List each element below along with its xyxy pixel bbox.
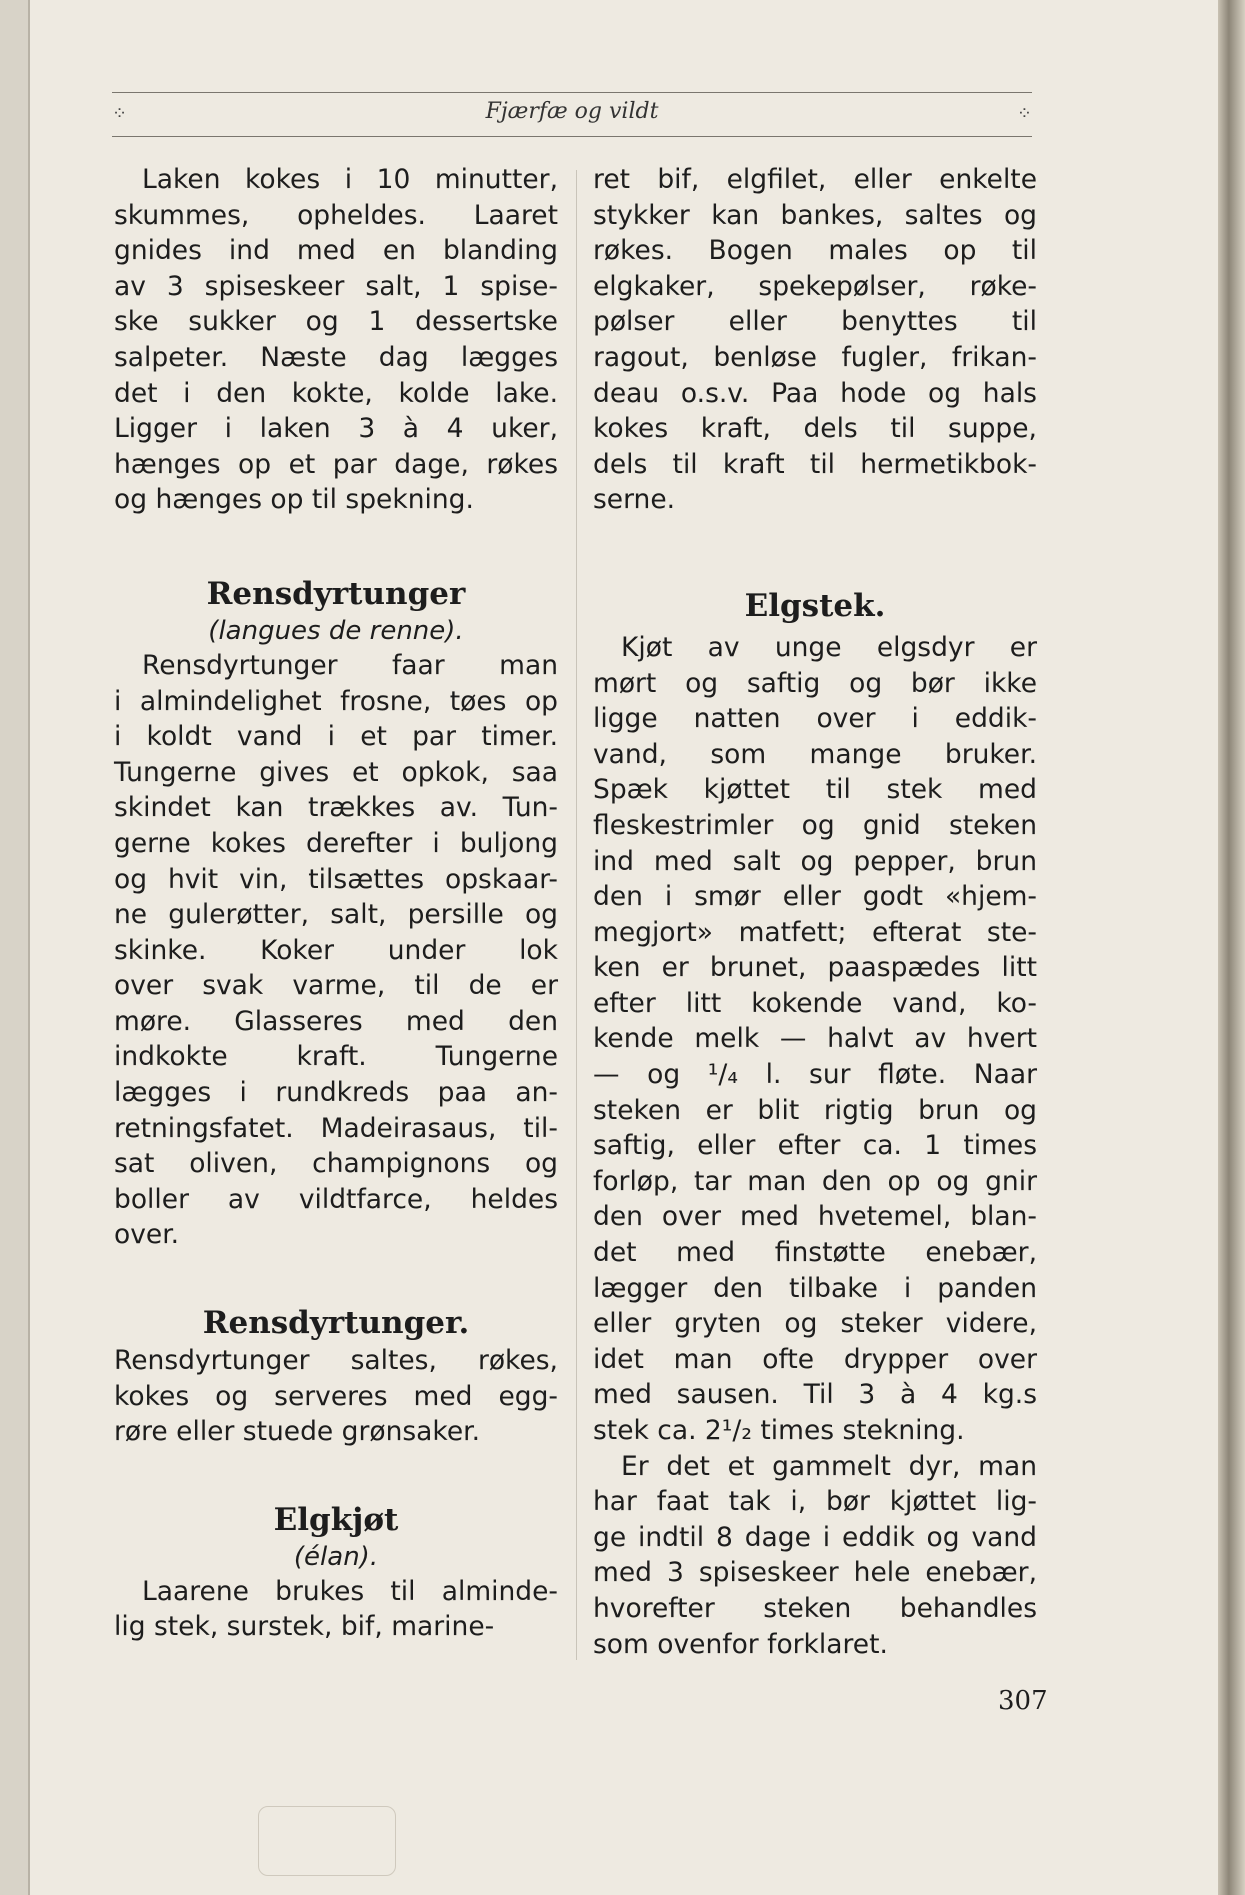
text-line: Tungerne gives et opkok, saa [114,756,558,788]
left-column [114,162,558,1645]
section-subheading: (élan). [293,1541,379,1572]
text-line: lægger den tilbake i panden [593,1272,1037,1304]
section-heading: Elgkjøt [273,1501,399,1538]
text-line: stykker kan bankes, saltes og [593,199,1037,231]
text-line: og hvit vin, tilsættes opskaar- [114,863,558,895]
text-line: efter litt kokende vand, ko- [593,987,1037,1019]
text-line: indkokte kraft. Tungerne [114,1041,558,1073]
text-line: salpeter. Næste dag lægges [114,341,558,373]
text-line: i almindelighet frosne, tøes op [114,685,558,717]
text-line: fleskestrimler og gnid steken [593,809,1037,841]
book-page [28,0,1220,1895]
text-line: kokes og serveres med egg- [114,1380,558,1412]
text-line: mørt og saftig og bør ikke [593,667,1037,699]
section-heading: Elgstek. [744,587,886,624]
running-header [112,92,1032,137]
text-line: den over med hvetemel, blan- [593,1201,1037,1233]
book-edge [1218,0,1245,1895]
text-line: det med finstøtte enebær, [593,1237,1037,1269]
text-line: kokes kraft, dels til suppe, [593,413,1037,445]
text-line: Spæk kjøttet til stek med [593,774,1037,806]
text-line: den i smør eller godt «hjem- [593,881,1037,913]
text-line: med 3 spiseskeer hele enebær, [593,1557,1037,1589]
text-line: elgkaker, spekepølser, røke- [593,270,1037,302]
text-line: hænges op et par dage, røkes [114,448,558,480]
text-line: over svak varme, til de er [114,970,558,1002]
header-ornament-left: ⁘ [112,103,128,124]
section-paragraph [593,1449,1037,1663]
text-line: ge indtil 8 dage i eddik og vand [593,1521,1037,1553]
text-line: ske sukker og 1 dessertske [114,306,558,338]
text-line: gnides ind med en blanding [114,235,558,267]
text-line: sat oliven, champignons og [114,1148,558,1180]
text-line: med sausen. Til 3 à 4 kg.s [593,1379,1037,1411]
text-line: ret bif, elgfilet, eller enkelte [593,164,1037,195]
text-line: — og ¹/₄ l. sur fløte. Naar [593,1059,1037,1091]
section-subheading: (langues de renne). [208,615,464,646]
text-line: megjort» matfett; efterat ste- [593,916,1037,948]
section-paragraph [114,1574,558,1645]
text-line: skinke. Koker under lok [114,934,558,966]
text-line: dels til kraft til hermetikbok- [593,448,1037,480]
text-line: Rensdyrtunger faar man [142,649,558,681]
text-line: serne. [593,484,676,516]
header-title: Fjærfæ og vildt [485,99,659,124]
text-line: stek ca. 2¹/₂ times stekning. [593,1415,965,1446]
text-line: gerne kokes derefter i buljong [114,827,558,859]
text-line: forløp, tar man den op og gnir [593,1165,1037,1197]
text-line: idet man ofte drypper over [593,1343,1037,1375]
text-line: lig stek, surstek, bif, marine- [114,1611,495,1643]
text-line: Rensdyrtunger saltes, røkes, [114,1345,558,1377]
text-line: som ovenfor forklaret. [593,1628,888,1660]
section-paragraph [114,1343,558,1450]
text-line: over. [114,1219,180,1251]
text-line: steken er blit rigtig brun og [593,1094,1037,1126]
right-column [593,162,1037,1662]
text-line: ne gulerøtter, salt, persille og [114,899,558,931]
text-line: Kjøt av unge elgsdyr er [621,631,1037,663]
header-rule [112,136,1032,137]
text-line: ligge natten over i eddik- [593,703,1037,735]
column-divider [576,170,577,1660]
section-paragraph [593,630,1037,1449]
page-number: 307 [998,1686,1048,1716]
text-line: det i den kokte, kolde lake. [114,377,558,409]
text-line: av 3 spiseskeer salt, 1 spise- [114,270,558,302]
text-line: pølser eller benyttes til [593,306,1037,338]
text-line: boller av vildtfarce, heldes [114,1183,558,1215]
text-line: lægges i rundkreds paa an- [114,1077,558,1109]
text-line: ind med salt og pepper, brun [593,845,1037,877]
text-line: eller gryten og steker videre, [593,1308,1037,1340]
section-paragraph [114,648,558,1253]
text-line: Laarene brukes til alminde- [142,1575,558,1607]
text-line: i koldt vand i et par timer. [114,721,558,753]
text-line: kende melk — halvt av hvert [593,1023,1037,1055]
text-line: røre eller stuede grønsaker. [114,1416,481,1448]
text-line: retningsfatet. Madeirasaus, til- [114,1112,558,1144]
text-line: Er det et gammelt dyr, man [621,1450,1037,1482]
text-line: skindet kan trækkes av. Tun- [114,792,558,824]
header-ornament-right: ⁘ [1016,103,1032,124]
left-intro-paragraph [114,162,558,518]
text-line: deau o.s.v. Paa hode og hals [593,377,1037,409]
text-line: vand, som mange bruker. [593,738,1037,770]
text-line: hvorefter steken behandles [593,1592,1037,1624]
text-line: røkes. Bogen males op til [593,235,1037,267]
text-line: og hænges op til spekning. [114,484,474,516]
text-line: Laken kokes i 10 minutter, [142,164,558,195]
section-heading: Rensdyrtunger. [202,1305,470,1342]
text-line: ken er brunet, paaspædes litt [593,952,1037,984]
text-line: møre. Glasseres med den [114,1005,558,1037]
text-line: Ligger i laken 3 à 4 uker, [114,413,558,445]
text-line: har faat tak i, bør kjøttet lig- [593,1486,1037,1518]
text-line: saftig, eller efter ca. 1 times [593,1130,1037,1162]
text-line: ragout, benløse fugler, frikan- [593,341,1037,373]
page-tab-mark [258,1806,396,1876]
text-line: skummes, opheldes. Laaret [114,199,558,231]
section-heading: Rensdyrtunger [206,575,466,612]
right-intro-paragraph [593,162,1037,518]
